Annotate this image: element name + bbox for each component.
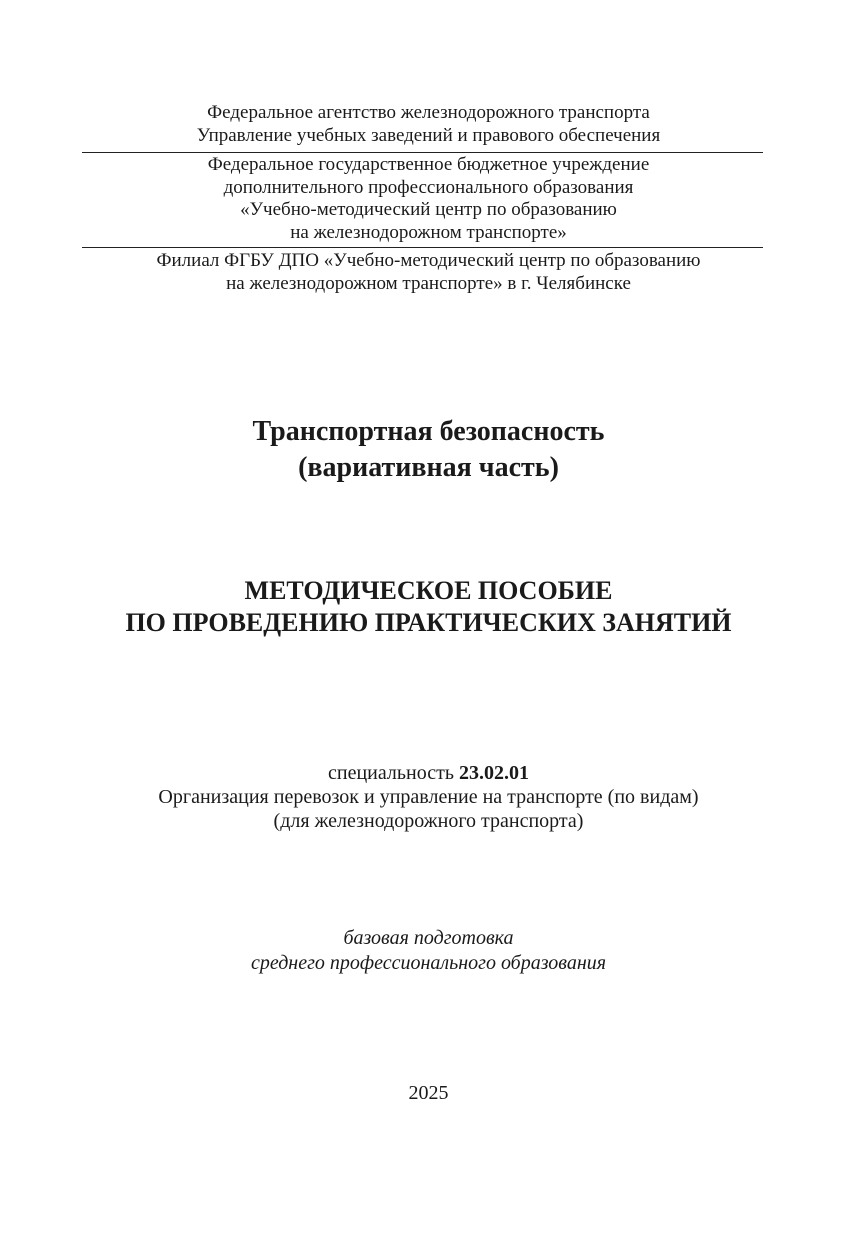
specialty-note: (для железнодорожного транспорта) (273, 810, 584, 832)
institution-line-3: «Учебно-методический центр по образованию (240, 199, 617, 220)
institution-line-4: на железнодорожном транспорте» (290, 221, 567, 243)
specialty-block (0, 761, 857, 833)
specialty-code-line (0, 761, 857, 785)
training-line-2: среднего профессионального образования (250, 952, 607, 974)
branch-line-2: на железнодорожном транспорте» в г. Челябинске (226, 272, 631, 294)
doc-type-line-1: МЕТОДИЧЕСКОЕ ПОСОБИЕ (244, 576, 613, 605)
agency-line: Федеральное агентство железнодорожного транспорта (207, 102, 650, 123)
publication-year: 2025 (408, 1082, 449, 1104)
agency-department-line: Управление учебных заведений и правового обеспечения (196, 124, 661, 146)
agency-block (0, 102, 857, 147)
specialty-name: Организация перевозок и управление на транспорте (по видам) (158, 786, 699, 808)
specialty-code: 23.02.01 (458, 762, 529, 784)
title-line-2: (вариативная часть) (298, 452, 559, 483)
institution-block (0, 154, 857, 244)
institution-line-1: Федеральное государственное бюджетное учреждение (207, 154, 650, 175)
specialty-prefix: специальность (328, 762, 459, 784)
document-title (0, 414, 857, 486)
header-divider-top (82, 152, 763, 153)
institution-line-2: дополнительного профессионального образования (223, 176, 634, 198)
title-line-1: Транспортная безопасность (252, 416, 605, 447)
document-type-heading (0, 575, 857, 639)
doc-type-line-2: ПО ПРОВЕДЕНИЮ ПРАКТИЧЕСКИХ ЗАНЯТИЙ (125, 608, 732, 637)
header-divider-bottom (82, 247, 763, 248)
training-line-1: базовая подготовка (343, 927, 514, 949)
branch-line-1: Филиал ФГБУ ДПО «Учебно-методический центр по образованию (156, 250, 701, 271)
training-level-block (0, 926, 857, 976)
branch-block (0, 250, 857, 295)
